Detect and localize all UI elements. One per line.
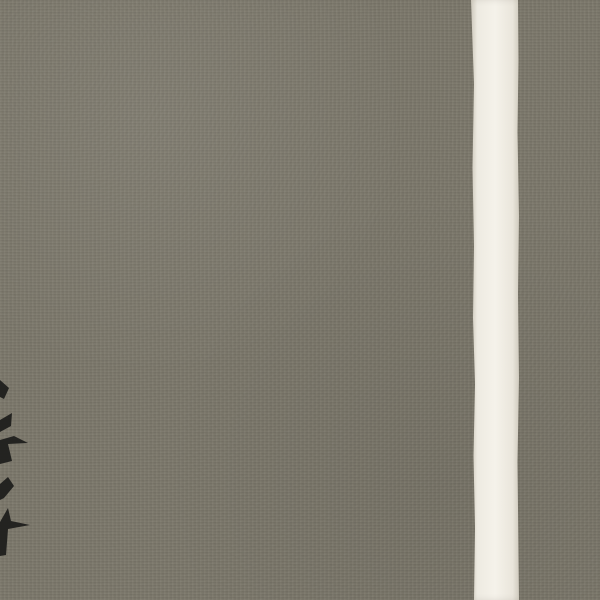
shadow-main xyxy=(0,380,30,556)
painted-road-stripe xyxy=(470,0,520,600)
pole-shadow xyxy=(0,380,36,560)
